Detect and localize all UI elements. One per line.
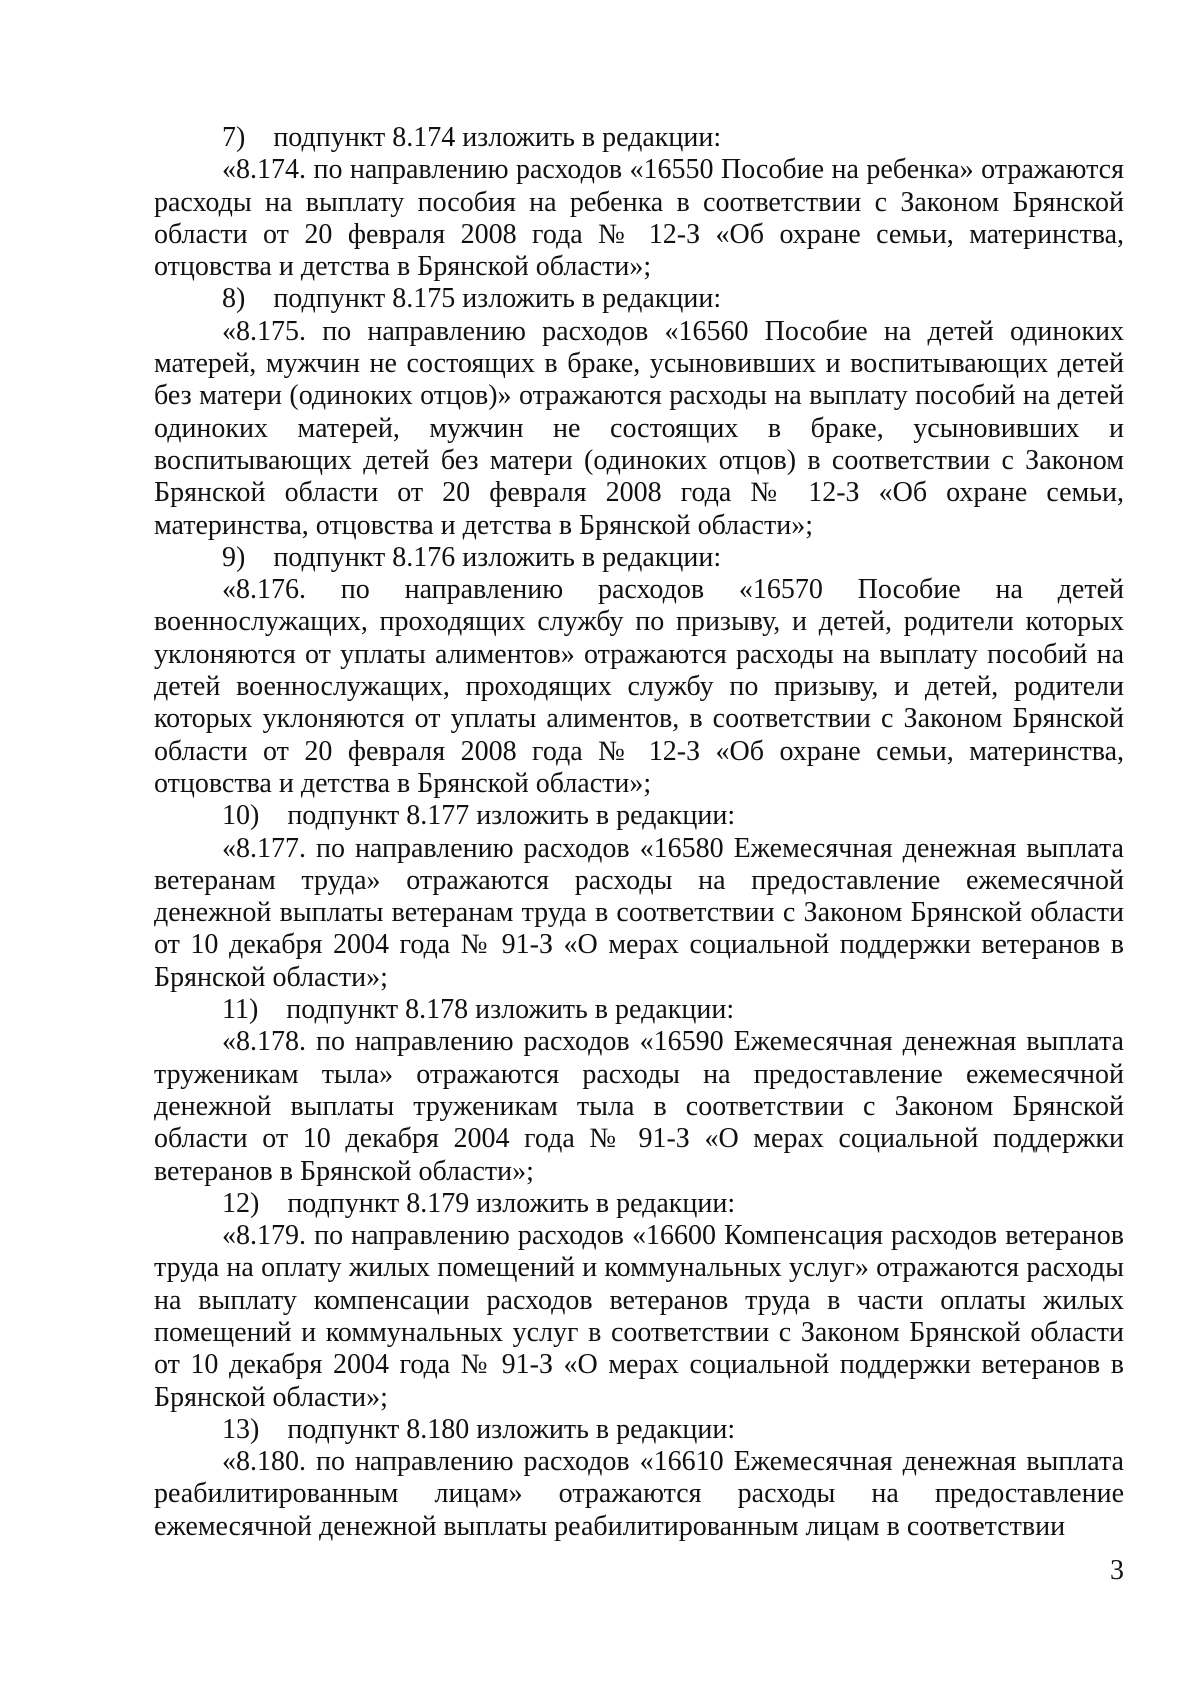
item-12-heading: 12) подпункт 8.179 изложить в редакции: <box>222 1187 736 1219</box>
page-number: 3 <box>1110 1555 1124 1586</box>
clause-8-180: «8.180. по направлению расходов «16610 Ежемесячная денежная выплата реабилитированным лицам» отражаются расходы на предоставление ежемесячной денежной выплаты реабилитированным лицам в соответствии <box>154 1446 1124 1542</box>
document-body <box>154 122 1124 1543</box>
clause-8-177: «8.177. по направлению расходов «16580 Ежемесячная денежная выплата ветеранам труда» отражаются расходы на предоставление ежемесячной денежной выплаты ветеранам труда в соответствии с Законом Брянской области от 10 декабря 2004 года № 91-З «О мерах социальной поддержки ветеранов в Брянской области»; <box>154 832 1124 993</box>
item-8-heading: 8) подпункт 8.175 изложить в редакции: <box>222 283 722 315</box>
item-10-heading: 10) подпункт 8.177 изложить в редакции: <box>222 800 736 832</box>
item-13-heading: 13) подпункт 8.180 изложить в редакции: <box>222 1413 736 1445</box>
clause-8-174: «8.174. по направлению расходов «16550 Пособие на ребенка» отражаются расходы на выплату пособия на ребенка в соответствии с Законом Брянской области от 20 февраля 2008 года № 12-З «Об охране семьи, материнства, отцовства и детства в Брянской области»; <box>154 154 1124 283</box>
item-9-heading: 9) подпункт 8.176 изложить в редакции: <box>222 541 722 573</box>
clause-8-176: «8.176. по направлению расходов «16570 Пособие на детей военнослужащих, проходящих службу по призыву, и детей, родители которых уклоняются от уплаты алиментов» отражаются расходы на выплату пособий на детей военнослужащих, проходящих службу по призыву, и детей, родители которых уклоняются от уплаты алиментов, в соответствии с Законом Брянской области от 20 февраля 2008 года № 12-З «Об охране семьи, материнства, отцовства и детства в Брянской области»; <box>154 574 1124 799</box>
clause-8-179: «8.179. по направлению расходов «16600 Компенсация расходов ветеранов труда на оплату жилых помещений и коммунальных услуг» отражаются расходы на выплату компенсации расходов ветеранов труда в части оплаты жилых помещений и коммунальных услуг в соответствии с Законом Брянской области от 10 декабря 2004 года № 91-З «О мерах социальной поддержки ветеранов в Брянской области»; <box>154 1220 1124 1413</box>
clause-8-175: «8.175. по направлению расходов «16560 Пособие на детей одиноких матерей, мужчин не состоящих в браке, усыновивших и воспитывающих детей без матери (одиноких отцов)» отражаются расходы на выплату пособий на детей одиноких матерей, мужчин не состоящих в браке, усыновивших и воспитывающих детей без матери (одиноких отцов) в соответствии с Законом Брянской области от 20 февраля 2008 года № 12-З «Об охране семьи, материнства, отцовства и детства в Брянской области»; <box>154 315 1124 541</box>
item-11-heading: 11) подпункт 8.178 изложить в редакции: <box>222 994 735 1026</box>
clause-8-178: «8.178. по направлению расходов «16590 Ежемесячная денежная выплата труженикам тыла» отражаются расходы на предоставление ежемесячной денежной выплаты труженикам тыла в соответствии с Законом Брянской области от 10 декабря 2004 года № 91-З «О мерах социальной поддержки ветеранов в Брянской области»; <box>154 1026 1124 1187</box>
item-7-heading: 7) подпункт 8.174 изложить в редакции: <box>222 122 722 153</box>
